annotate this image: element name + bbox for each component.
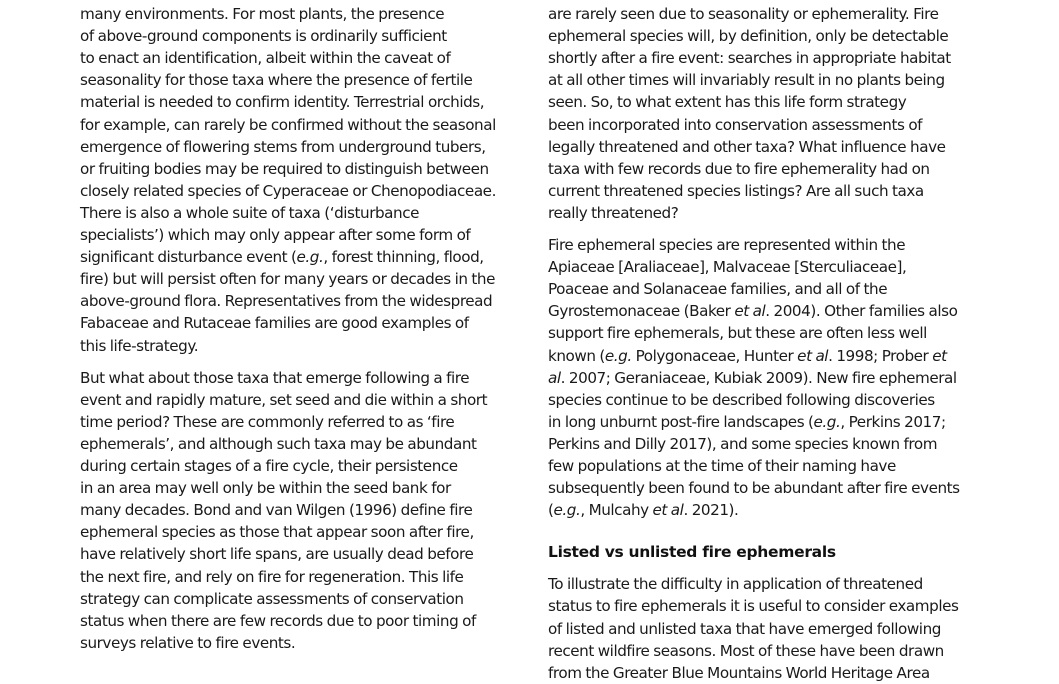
paragraph-2-line: But what about those taxa that emerge following a fire: [80, 368, 470, 387]
paragraph-1-line: material is needed to confirm identity. Terrestrial orchids,: [80, 93, 485, 112]
paragraph-2-line: Poaceae and Solanaceae families, and all of the: [548, 280, 888, 299]
paragraph-1-line: seen. So, to what extent has this life form strategy: [548, 93, 907, 112]
paragraph-2-line: Perkins and Dilly 2017), and some species known from: [548, 434, 938, 453]
paragraph-1-line: shortly after a fire event: searches in appropriate habitat: [548, 49, 951, 68]
section-heading: Listed vs unlisted fire ephemerals: [548, 543, 836, 562]
paragraph-1-line: of above-ground components is ordinarily sufficient: [80, 27, 447, 46]
paragraph-2-line: event and rapidly mature, set seed and die within a short: [80, 390, 488, 409]
paragraph-2-line: (e.g., Mulcahy et al. 2021).: [548, 501, 739, 520]
italic-text: al: [548, 368, 561, 387]
paragraph-2-line: Fire ephemeral species are represented within the: [548, 236, 906, 254]
paragraph-1-line: legally threatened and other taxa? What influence have: [548, 137, 946, 156]
paragraph-2-line: species continue to be described following discoveries: [548, 390, 935, 409]
paragraph-1-line: really threatened?: [548, 203, 679, 222]
paragraph-2-line: Gyrostemonaceae (Baker et al. 2004). Other families also: [548, 302, 958, 321]
italic-text: et al: [797, 346, 829, 365]
paragraph-2-line: subsequently been found to be abundant after fire events: [548, 479, 960, 498]
paragraph-2-line: known (e.g. Polygonaceae, Hunter et al. 1998; Prober et: [548, 346, 947, 365]
paragraph-3-line: status to fire ephemerals it is useful to consider examples: [548, 597, 959, 616]
paragraph-1-line: for example, can rarely be confirmed without the seasonal: [80, 115, 496, 134]
italic-text: e.g.: [553, 501, 581, 520]
paragraph-1-line: at all other times will invariably result in no plants being: [548, 71, 945, 90]
paragraph-1-line: significant disturbance event (e.g., forest thinning, flood,: [80, 248, 484, 267]
paragraph-2-line: have relatively short life spans, are usually dead before: [80, 545, 474, 564]
paragraph-2-line: surveys relative to fire events.: [80, 633, 296, 652]
paragraph-1-line: emergence of flowering stems from underground tubers,: [80, 137, 486, 156]
paragraph-2-line: few populations at the time of their naming have: [548, 457, 896, 475]
paragraph-3-line: of listed and unlisted taxa that have emerged following: [548, 619, 941, 638]
paragraph-1-line: closely related species of Cyperaceae or Chenopodiaceae.: [80, 181, 496, 200]
paragraph-2-line: time period? These are commonly referred to as ‘fire: [80, 412, 455, 431]
paragraph-1-line: There is also a whole suite of taxa (‘disturbance: [80, 203, 420, 222]
italic-text: et al: [734, 302, 766, 321]
paragraph-1-line: or fruiting bodies may be required to distinguish between: [80, 159, 489, 178]
italic-text: e.g.: [813, 412, 841, 431]
paragraph-1-line: to enact an identification, albeit within the caveat of: [80, 49, 451, 68]
italic-text: et al: [652, 501, 684, 520]
paragraph-2-line: Apiaceae [Araliaceae], Malvaceae [Sterculiaceae],: [548, 258, 907, 277]
paragraph-1-line: fire) but will persist often for many years or decades in the: [80, 270, 495, 289]
italic-text: e.g.: [604, 346, 632, 365]
paragraph-2-line: in long unburnt post-fire landscapes (e.g., Perkins 2017;: [548, 412, 946, 431]
paragraph-2-line: status when there are few records due to poor timing of: [80, 611, 476, 630]
paragraph-2-line: in an area may well only be within the seed bank for: [80, 479, 451, 498]
paragraph-2-line: many decades. Bond and van Wilgen (1996) define fire: [80, 501, 473, 520]
italic-text: et: [932, 346, 947, 365]
paragraph-1-line: taxa with few records due to fire ephemerality had on: [548, 159, 930, 178]
paragraph-1-line: this life-strategy.: [80, 336, 199, 355]
paragraph-2-line: strategy can complicate assessments of conservation: [80, 589, 464, 608]
paragraph-1-line: ephemeral species will, by definition, only be detectable: [548, 27, 949, 46]
paragraph-1-line: current threatened species listings? Are all such taxa: [548, 181, 924, 200]
paragraph-3-line: from the Greater Blue Mountains World Heritage Area: [548, 663, 930, 682]
paragraph-2-line: support fire ephemerals, but these are often less well: [548, 324, 927, 343]
paragraph-2-line: ephemeral species as those that appear soon after fire,: [80, 523, 474, 542]
paragraph-2-line: ephemerals’, and although such taxa may be abundant: [80, 434, 477, 453]
paragraph-2-line: the next fire, and rely on fire for regeneration. This life: [80, 567, 464, 586]
italic-text: e.g.: [296, 248, 324, 267]
paragraph-2-line: during certain stages of a fire cycle, their persistence: [80, 457, 458, 475]
paragraph-1-line: above-ground flora. Representatives from the widespread: [80, 292, 493, 311]
paragraph-3-line: recent wildfire seasons. Most of these have been drawn: [548, 641, 944, 660]
paragraph-1-line: are rarely seen due to seasonality or ephemerality. Fire: [548, 5, 939, 23]
paragraph-1-line: Fabaceae and Rutaceae families are good examples of: [80, 314, 469, 333]
paragraph-3-line: To illustrate the difficulty in application of threatened: [548, 575, 923, 594]
paragraph-1-line: seasonality for those taxa where the presence of fertile: [80, 71, 473, 90]
paragraph-1-line: many environments. For most plants, the presence: [80, 5, 445, 23]
paragraph-2-line: al. 2007; Geraniaceae, Kubiak 2009). New fire ephemeral: [548, 368, 957, 387]
paragraph-1-line: specialists’) which may only appear after some form of: [80, 226, 471, 244]
paragraph-1-line: been incorporated into conservation assessments of: [548, 115, 923, 134]
